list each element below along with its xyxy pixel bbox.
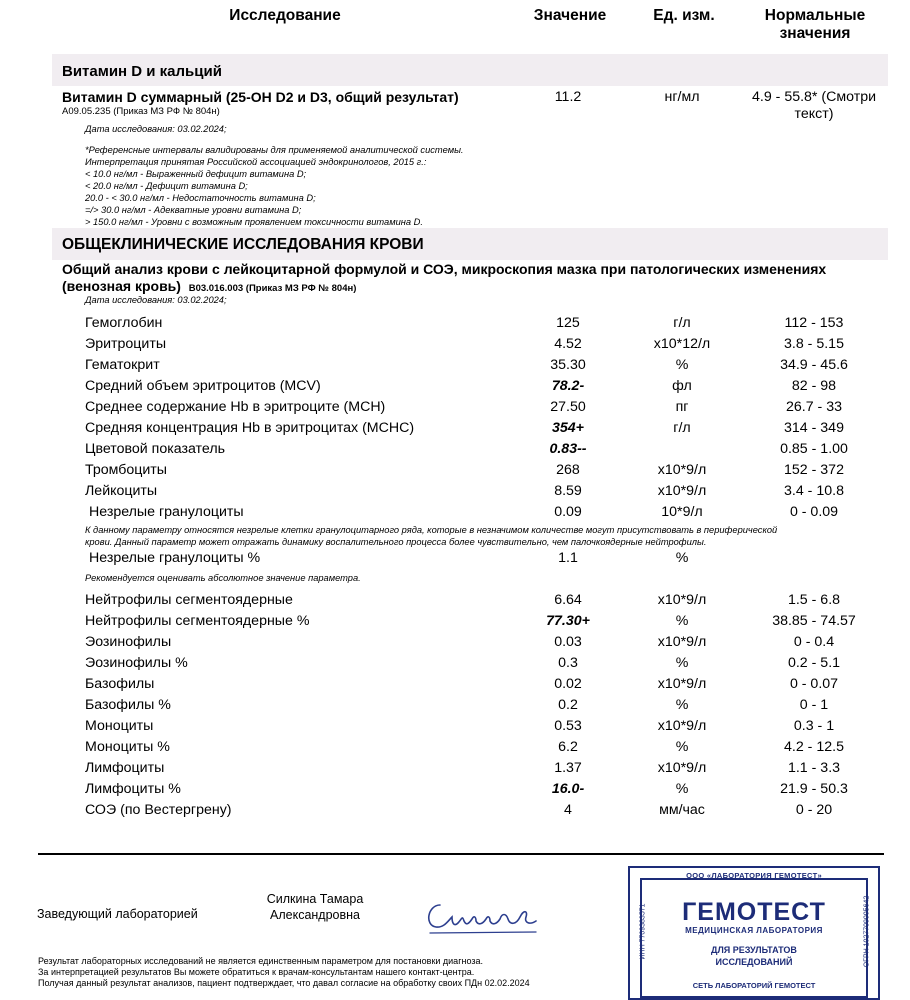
cbc-test-name (62, 261, 826, 297)
vitd-note-line: 20.0 - < 30.0 нг/мл - Недостаточность витамина D; (85, 193, 316, 203)
row-ref: 314 - 349 (784, 420, 844, 436)
row-ref: 0 - 0.09 (789, 504, 839, 520)
table-row (0, 441, 910, 462)
row-name: Моноциты (85, 718, 154, 734)
row-ref: 1.5 - 6.8 (787, 592, 841, 608)
signature-name (252, 891, 378, 923)
stamp-inner-frame (640, 878, 868, 998)
row-value: 35.30 (550, 357, 586, 373)
table-row (0, 697, 910, 718)
row-name: Тромбоциты (85, 462, 168, 478)
row-value-flagged: 354+ (552, 420, 584, 436)
row-unit: % (675, 697, 689, 713)
table-row (0, 504, 910, 525)
vitd-ref-line1: 4.9 - 55.8* (Смотри (751, 89, 877, 105)
row-value: 1.37 (554, 760, 582, 776)
row-name: Среднее содержание Hb в эритроците (MCH) (85, 399, 386, 415)
row-ref: 112 - 153 (784, 315, 844, 331)
table-row (0, 655, 910, 676)
table-row (0, 739, 910, 760)
row-unit: г/л (673, 420, 691, 436)
row-ref: 26.7 - 33 (785, 399, 842, 415)
row-value-flagged: 0.83-- (549, 441, 587, 457)
row-value: 6.64 (554, 592, 582, 608)
row-unit: x10*9/л (657, 760, 707, 776)
row-ref: 82 - 98 (791, 378, 837, 394)
row-name: Нейтрофилы сегментоядерные % (85, 613, 310, 629)
row-unit: x10*9/л (657, 592, 707, 608)
row-name: Лимфоциты (85, 760, 165, 776)
section-band-vitd (52, 54, 888, 86)
row-name: Лимфоциты % (85, 781, 181, 797)
footer-divider (38, 853, 884, 855)
row-ref: 3.8 - 5.15 (784, 336, 844, 352)
row-value: 0.2 (558, 697, 578, 713)
table-row (0, 718, 910, 739)
col-header-test: Исследование (229, 7, 341, 24)
vitd-note-line: *Референсные интервалы валидированы для применяемой аналитической системы. (85, 145, 464, 155)
stamp-purpose (630, 944, 878, 968)
row-unit: x10*9/л (657, 718, 707, 734)
row-name: Нейтрофилы сегментоядерные (85, 592, 293, 608)
stamp-purpose-line2: ИССЛЕДОВАНИЙ (715, 957, 793, 967)
ig-note (85, 524, 777, 548)
vitd-notes (85, 144, 464, 228)
stamp-top-text: ООО «ЛАБОРАТОРИЯ ГЕМОТЕСТ» (686, 871, 822, 880)
table-row (0, 802, 910, 823)
row-unit: % (675, 613, 689, 629)
table-row (0, 399, 910, 420)
vitd-note-line: =/> 30.0 нг/мл - Адекватные уровни витамина D; (85, 205, 302, 215)
row-value: 4.52 (554, 336, 582, 352)
table-row (0, 420, 910, 441)
ig-percent-note: Рекомендуется оценивать абсолютное значение параметра. (85, 573, 361, 583)
handwritten-signature (418, 887, 548, 943)
cbc-test-code: B03.016.003 (Приказ МЗ РФ № 804н) (188, 283, 357, 294)
vitd-test-code: A09.05.235 (Приказ МЗ РФ № 804н) (62, 106, 220, 117)
row-ref: 152 - 372 (784, 462, 844, 478)
stamp-brand: ГЕМОТЕСТ (682, 898, 826, 926)
section-band-cbc (52, 228, 888, 260)
vitd-ref (735, 89, 893, 123)
row-unit: % (675, 655, 689, 671)
row-ref: 0 - 0.07 (789, 676, 839, 692)
signature-role: Заведующий лабораторией (37, 907, 198, 921)
row-name: Средний объем эритроцитов (MCV) (85, 378, 321, 394)
vitd-value: 11.2 (554, 89, 582, 105)
cbc-date: Дата исследования: 03.02.2024; (85, 295, 227, 305)
row-name: Гематокрит (85, 357, 160, 373)
row-ref: 0.2 - 5.1 (787, 655, 841, 671)
row-ref: 1.1 - 3.3 (787, 760, 841, 776)
row-unit: x10*9/л (657, 462, 707, 478)
col-header-ref (740, 7, 890, 43)
stamp-inn: ИНН 7709383571 (639, 903, 647, 960)
row-name: Средняя концентрация Hb в эритроцитах (MCHC) (85, 420, 415, 436)
row-ref: 0 - 1 (799, 697, 829, 713)
cbc-test-name-line1: Общий анализ крови с лейкоцитарной формулой и СОЭ, микроскопия мазка при патологических изменениях (62, 261, 827, 277)
row-unit: % (675, 739, 689, 755)
table-row (0, 550, 910, 571)
row-value-flagged: 78.2- (551, 378, 585, 394)
row-value: 268 (556, 462, 580, 478)
row-value: 0.09 (554, 504, 582, 520)
table-row (0, 462, 910, 483)
row-unit: x10*9/л (657, 483, 707, 499)
table-row (0, 676, 910, 697)
section-title-cbc: ОБЩЕКЛИНИЧЕСКИЕ ИССЛЕДОВАНИЯ КРОВИ (62, 236, 424, 253)
row-unit: x10*9/л (657, 676, 707, 692)
row-value: 125 (556, 315, 580, 331)
table-row (0, 613, 910, 634)
stamp-sub: МЕДИЦИНСКАЯ ЛАБОРАТОРИЯ (685, 926, 823, 935)
row-name: Базофилы % (85, 697, 171, 713)
col-header-ref-line1: Нормальные (764, 7, 866, 24)
table-row (0, 634, 910, 655)
row-unit: 10*9/л (661, 504, 703, 520)
row-ref: 0.3 - 1 (793, 718, 835, 734)
table-row (0, 760, 910, 781)
signature-name-line2: Александровна (270, 908, 360, 922)
row-value: 8.59 (554, 483, 582, 499)
table-row (0, 357, 910, 378)
row-name: Цветовой показатель (85, 441, 225, 457)
row-name: Незрелые гранулоциты (89, 504, 244, 520)
col-header-unit: Ед. изм. (653, 7, 715, 24)
table-row (0, 378, 910, 399)
row-name: СОЭ (по Вестергрену) (85, 802, 232, 818)
row-value: 4 (564, 802, 572, 818)
row-unit: % (675, 781, 689, 797)
row-name: Незрелые гранулоциты % (89, 550, 261, 566)
ig-note-line2: крови. Данный параметр может отражать динамику воспалительного процесса более чувствительно, чем палочкоядерные нейтрофилы. (85, 537, 707, 547)
lab-stamp (628, 866, 880, 1000)
row-ref: 0 - 20 (795, 802, 833, 818)
footer-line: Получая данный результат анализов, пациент подтверждает, что давал согласие на обработку своих ПДн 02.02.2024 (38, 978, 530, 988)
vitd-note-line: > 150.0 нг/мл - Уровни с возможным проявлением токсичности витамина D. (85, 217, 423, 227)
row-unit: пг (675, 399, 689, 415)
signature-name-line1: Силкина Тамара (266, 892, 364, 906)
vitd-date: Дата исследования: 03.02.2024; (85, 124, 227, 134)
table-row (0, 336, 910, 357)
row-name: Эритроциты (85, 336, 167, 352)
section-title-vitd: Витамин D и кальций (62, 63, 222, 80)
row-name: Базофилы (85, 676, 155, 692)
cbc-test-name-line2-text: (венозная кровь) (62, 278, 181, 294)
vitd-note-line: < 10.0 нг/мл - Выраженный дефицит витамина D; (85, 169, 307, 179)
row-name: Эозинофилы (85, 634, 172, 650)
row-unit: мм/час (659, 802, 705, 818)
row-ref: 38.85 - 74.57 (772, 613, 856, 629)
vitd-note-line: Интерпретация принятая Российской ассоциацией эндокринологов, 2015 г.: (85, 157, 427, 167)
stamp-bottom-text: СЕТЬ ЛАБОРАТОРИЙ ГЕМОТЕСТ (692, 981, 816, 990)
table-row (0, 483, 910, 504)
row-value: 0.53 (554, 718, 582, 734)
row-unit: x10*12/л (653, 336, 711, 352)
vitd-test-name: Витамин D суммарный (25-OH D2 и D3, общий результат) (62, 89, 459, 105)
row-unit: г/л (673, 315, 691, 331)
row-value: 0.3 (558, 655, 578, 671)
row-name: Гемоглобин (85, 315, 163, 331)
footer-line: За интерпретацией результатов Вы можете обратиться к врачам-консультантам нашего контакт-центра. (38, 967, 475, 977)
footer-line: Результат лабораторных исследований не является единственным параметром для постановки диагноза. (38, 956, 483, 966)
row-value: 6.2 (558, 739, 578, 755)
row-value: 27.50 (550, 399, 586, 415)
row-ref: 4.2 - 12.5 (784, 739, 844, 755)
row-name: Моноциты % (85, 739, 170, 755)
vitd-unit: нг/мл (664, 89, 700, 105)
footer-disclaimer (38, 956, 530, 989)
row-ref: 0.85 - 1.00 (780, 441, 848, 457)
row-value: 0.02 (554, 676, 582, 692)
vitd-ref-line2: текст) (794, 106, 834, 122)
row-value: 0.03 (554, 634, 582, 650)
row-ref: 0 - 0.4 (793, 634, 835, 650)
row-unit: % (675, 357, 689, 373)
table-row (0, 315, 910, 336)
row-name: Лейкоциты (85, 483, 158, 499)
ig-note-line1: К данному параметру относятся незрелые клетки гранулоцитарного ряда, которые в незначимом количестве могут присутствовать в периферической (85, 525, 778, 535)
signature-scribble-icon (418, 887, 548, 943)
row-ref: 3.4 - 10.8 (784, 483, 844, 499)
row-value-flagged: 77.30+ (546, 613, 590, 629)
row-name: Эозинофилы % (85, 655, 188, 671)
vitd-note-line: < 20.0 нг/мл - Дефицит витамина D; (85, 181, 248, 191)
stamp-purpose-line1: ДЛЯ РЕЗУЛЬТАТОВ (711, 945, 797, 955)
col-header-ref-line2: значения (779, 25, 851, 42)
row-ref: 34.9 - 45.6 (780, 357, 848, 373)
row-value-flagged: 16.0- (551, 781, 585, 797)
col-header-value: Значение (533, 7, 607, 24)
row-unit: x10*9/л (657, 634, 707, 650)
row-value: 1.1 (558, 550, 578, 566)
stamp-ogrn: ОГРН 1027709005642 (863, 895, 871, 968)
row-ref: 21.9 - 50.3 (780, 781, 848, 797)
row-unit: % (675, 550, 689, 566)
table-row (0, 592, 910, 613)
table-row (0, 781, 910, 802)
row-unit: фл (672, 378, 692, 394)
